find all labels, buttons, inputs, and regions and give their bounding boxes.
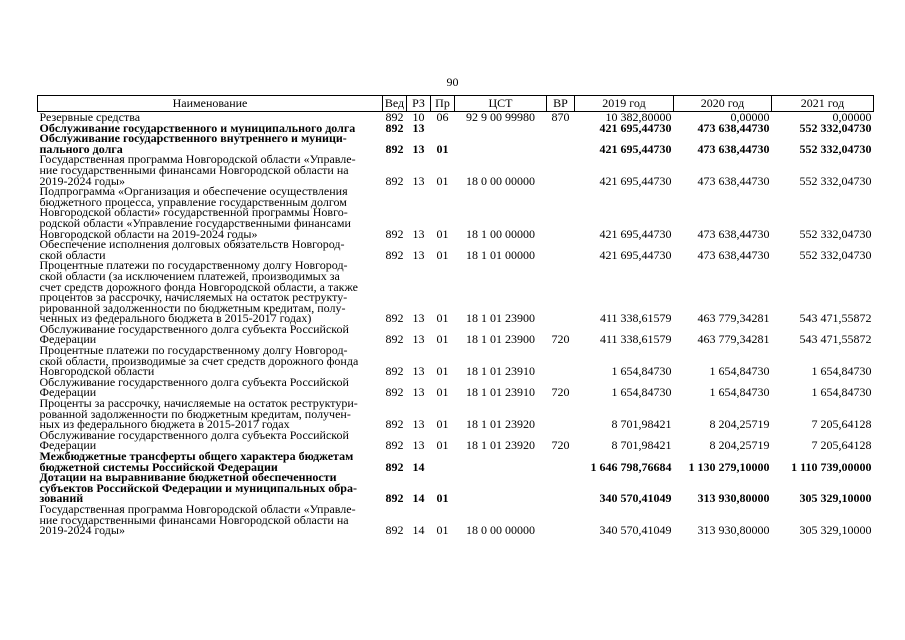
budget-table	[37, 95, 874, 536]
cell-name: Процентные платежи по государственному долгу Новгород- ской области, производимые за счет средств дорожного фонда Новгородской области	[39, 343, 359, 379]
cell-vr	[547, 451, 575, 472]
cell-2019: 421 695,44730	[599, 226, 672, 241]
cell-2019: 1 646 798,76684	[590, 459, 672, 474]
cell-name: Дотации на выравнивание бюджетной обеспеченности субъектов Российской Федерации и муниципальных обра- зований	[39, 470, 357, 506]
cell-vr	[547, 504, 575, 536]
cell-2021: 1 110 739,00000	[791, 459, 872, 474]
cell-rz: 13	[412, 385, 425, 400]
header-2021: 2021 год	[772, 96, 874, 112]
cell-ved: 892	[385, 523, 404, 538]
cell-2020: 0,00000	[730, 110, 770, 124]
cell-ved: 892	[385, 120, 404, 135]
cell-pr: 06	[436, 110, 449, 124]
header-pr: Пр	[431, 96, 455, 112]
table-row	[38, 133, 874, 154]
cell-name: Подпрограмма «Организация и обеспечение осуществления бюджетного процесса, управление государственным долгом Новгородской области» государственной программы Новго- родской области «Управление государственными финансами Новгородской области на 2019-2024 годы»	[39, 184, 351, 241]
cell-pr: 01	[436, 332, 449, 347]
cell-rz: 14	[412, 459, 425, 474]
page-number: 90	[446, 75, 459, 89]
cell-2019: 421 695,44730	[599, 141, 672, 156]
cell-rz: 13	[412, 226, 425, 241]
cell-2020: 473 638,44730	[697, 247, 770, 262]
cell-name: Обслуживание государственного внутреннего и муници- пального долга	[39, 131, 347, 156]
cell-vr: 720	[551, 385, 570, 400]
cell-2020: 8 204,25719	[709, 417, 770, 432]
cell-pr: 01	[436, 385, 449, 400]
header-name: Наименование	[38, 96, 383, 112]
cell-2021: 552 332,04730	[799, 226, 872, 241]
cell-2021: 552 332,04730	[799, 173, 872, 188]
cell-vr	[547, 133, 575, 154]
cell-2021: 1 654,84730	[811, 364, 872, 379]
table-row	[38, 154, 874, 186]
cell-cst: 18 0 00 00000	[466, 523, 535, 538]
cell-pr: 01	[436, 491, 449, 506]
cell-rz: 14	[412, 523, 425, 538]
header-ved: Вед	[383, 96, 407, 112]
cell-2020: 8 204,25719	[709, 438, 770, 453]
cell-name: Государственная программа Новгородской области «Управле- ние государственными финансами Новгородской области на 2019-2024 годы»	[39, 152, 356, 188]
cell-cst: 92 9 00 99980	[466, 110, 535, 124]
cell-ved: 892	[385, 226, 404, 241]
cell-2021: 305 329,10000	[799, 523, 872, 538]
header-2019: 2019 год	[575, 96, 674, 112]
cell-2020: 1 130 279,10000	[688, 459, 770, 474]
cell-pr	[431, 123, 455, 134]
cell-name: Обслуживание государственного долга субъекта Российской Федерации	[39, 427, 349, 453]
cell-2021: 0,00000	[832, 110, 872, 124]
cell-ved: 892	[385, 173, 404, 188]
cell-pr: 01	[436, 438, 449, 453]
cell-name: Проценты за рассрочку, начисляемые на остаток реструктури- рованной задолженности по бюджетным кредитам, получен- ных из федерального бюджета в 2015-2017 годах	[39, 396, 358, 432]
cell-cst: 18 1 01 23910	[466, 364, 535, 379]
cell-ved: 892	[385, 332, 404, 347]
cell-2019: 8 701,98421	[611, 438, 672, 453]
cell-cst: 18 1 00 00000	[466, 226, 535, 241]
cell-2020: 463 779,34281	[697, 311, 770, 326]
cell-2019: 8 701,98421	[611, 417, 672, 432]
cell-pr: 01	[436, 247, 449, 262]
table-row	[38, 472, 874, 504]
cell-rz: 13	[412, 141, 425, 156]
cell-name: Обслуживание государственного и муниципального долга	[39, 120, 356, 135]
cell-vr	[547, 154, 575, 186]
cell-ved: 892	[385, 417, 404, 432]
cell-ved: 892	[385, 247, 404, 262]
cell-vr	[547, 123, 575, 134]
cell-2020: 313 930,80000	[697, 523, 770, 538]
cell-pr: 01	[436, 364, 449, 379]
cell-2020: 473 638,44730	[697, 141, 770, 156]
cell-ved: 892	[385, 110, 404, 124]
cell-cst: 18 1 01 23920	[466, 438, 535, 453]
cell-pr	[431, 451, 455, 472]
cell-2019: 1 654,84730	[611, 364, 672, 379]
cell-2020: 463 779,34281	[697, 332, 770, 347]
cell-2021: 543 471,55872	[799, 311, 872, 326]
cell-2019: 10 382,80000	[605, 110, 672, 124]
cell-vr	[547, 472, 575, 504]
cell-cst: 18 1 01 23900	[466, 311, 535, 326]
cell-name: Резервные средства	[39, 110, 141, 124]
cell-name: Обслуживание государственного долга субъекта Российской Федерации	[39, 321, 349, 347]
cell-2020: 473 638,44730	[697, 120, 770, 135]
cell-2019: 421 695,44730	[599, 247, 672, 262]
cell-2020: 473 638,44730	[697, 173, 770, 188]
cell-cst: 18 1 01 23920	[466, 417, 535, 432]
table-row	[38, 451, 874, 472]
cell-vr	[547, 260, 575, 324]
cell-pr: 01	[436, 226, 449, 241]
cell-name: Государственная программа Новгородской области «Управле- ние государственными финансами Новгородской области на 2019-2024 годы»	[39, 501, 356, 538]
cell-vr: 720	[551, 438, 570, 453]
cell-ved: 892	[385, 141, 404, 156]
cell-cst	[455, 123, 547, 134]
table-row	[38, 324, 874, 345]
cell-rz: 13	[412, 311, 425, 326]
cell-2020: 473 638,44730	[697, 226, 770, 241]
cell-2021: 7 205,64128	[811, 438, 872, 453]
cell-2021: 543 471,55872	[799, 332, 872, 347]
cell-ved: 892	[385, 459, 404, 474]
cell-2019: 411 338,61579	[599, 311, 672, 326]
cell-rz: 13	[412, 438, 425, 453]
cell-2019: 421 695,44730	[599, 173, 672, 188]
cell-pr: 01	[436, 141, 449, 156]
cell-rz: 10	[412, 110, 425, 124]
cell-vr: 870	[551, 110, 570, 124]
cell-rz: 13	[412, 173, 425, 188]
cell-cst: 18 1 01 23900	[466, 332, 535, 347]
cell-ved: 892	[385, 491, 404, 506]
cell-vr	[547, 345, 575, 377]
table-row	[38, 239, 874, 260]
cell-cst	[455, 472, 547, 504]
table-body	[38, 112, 874, 536]
cell-vr	[547, 239, 575, 260]
cell-2021: 7 205,64128	[811, 417, 872, 432]
cell-name: Обеспечение исполнения долговых обязательств Новгород- ской области	[39, 237, 345, 262]
cell-rz: 13	[412, 332, 425, 347]
cell-cst: 18 1 01 00000	[466, 247, 535, 262]
cell-2021: 552 332,04730	[799, 247, 872, 262]
cell-cst: 18 0 00 00000	[466, 173, 535, 188]
table-row	[38, 398, 874, 430]
cell-2020: 313 930,80000	[697, 491, 770, 506]
cell-2019: 1 654,84730	[611, 385, 672, 400]
cell-cst: 18 1 01 23910	[466, 385, 535, 400]
cell-vr	[547, 186, 575, 239]
cell-2019: 340 570,41049	[599, 491, 672, 506]
header-vr: ВР	[547, 96, 575, 112]
cell-name: Процентные платежи по государственному долгу Новгород- ской области (за исключением платежей, производимых за счет средств дорожного фонда Новгородской области, а также процентов за рассрочку, начисляемых на остаток реструкту- рированной задолженности по бюджетным кредитам, полу- ченных из федерального бюджета в 2015-2017 годах)	[39, 258, 358, 326]
cell-rz: 13	[412, 364, 425, 379]
cell-pr: 01	[436, 417, 449, 432]
cell-pr: 01	[436, 523, 449, 538]
cell-rz: 14	[412, 491, 425, 506]
cell-2021: 1 654,84730	[811, 385, 872, 400]
cell-rz: 13	[412, 120, 425, 135]
cell-2021: 305 329,10000	[799, 491, 872, 506]
cell-rz: 13	[412, 247, 425, 262]
table-row	[38, 504, 874, 536]
cell-ved: 892	[385, 364, 404, 379]
cell-2021: 552 332,04730	[799, 141, 872, 156]
cell-2021: 552 332,04730	[799, 120, 872, 135]
table-row	[38, 430, 874, 451]
cell-name: Межбюджетные трансферты общего характера бюджетам бюджетной системы Российской Федерации	[39, 449, 354, 474]
cell-pr: 01	[436, 311, 449, 326]
cell-2020: 1 654,84730	[709, 385, 770, 400]
cell-rz: 13	[412, 417, 425, 432]
cell-2019: 340 570,41049	[599, 523, 672, 538]
cell-name: Обслуживание государственного долга субъекта Российской Федерации	[39, 374, 349, 400]
header-cst: ЦСТ	[455, 96, 547, 112]
cell-cst	[455, 133, 547, 154]
cell-2019: 411 338,61579	[599, 332, 672, 347]
cell-2019: 421 695,44730	[599, 120, 672, 135]
cell-vr	[547, 398, 575, 430]
cell-ved: 892	[385, 385, 404, 400]
table-row	[38, 260, 874, 324]
cell-2020: 1 654,84730	[709, 364, 770, 379]
cell-ved: 892	[385, 438, 404, 453]
cell-ved: 892	[385, 311, 404, 326]
header-rz: РЗ	[407, 96, 431, 112]
table-row	[38, 377, 874, 398]
table-row	[38, 345, 874, 377]
cell-vr: 720	[551, 332, 570, 347]
header-2020: 2020 год	[674, 96, 772, 112]
cell-cst	[455, 451, 547, 472]
cell-pr: 01	[436, 173, 449, 188]
table-row	[38, 186, 874, 239]
